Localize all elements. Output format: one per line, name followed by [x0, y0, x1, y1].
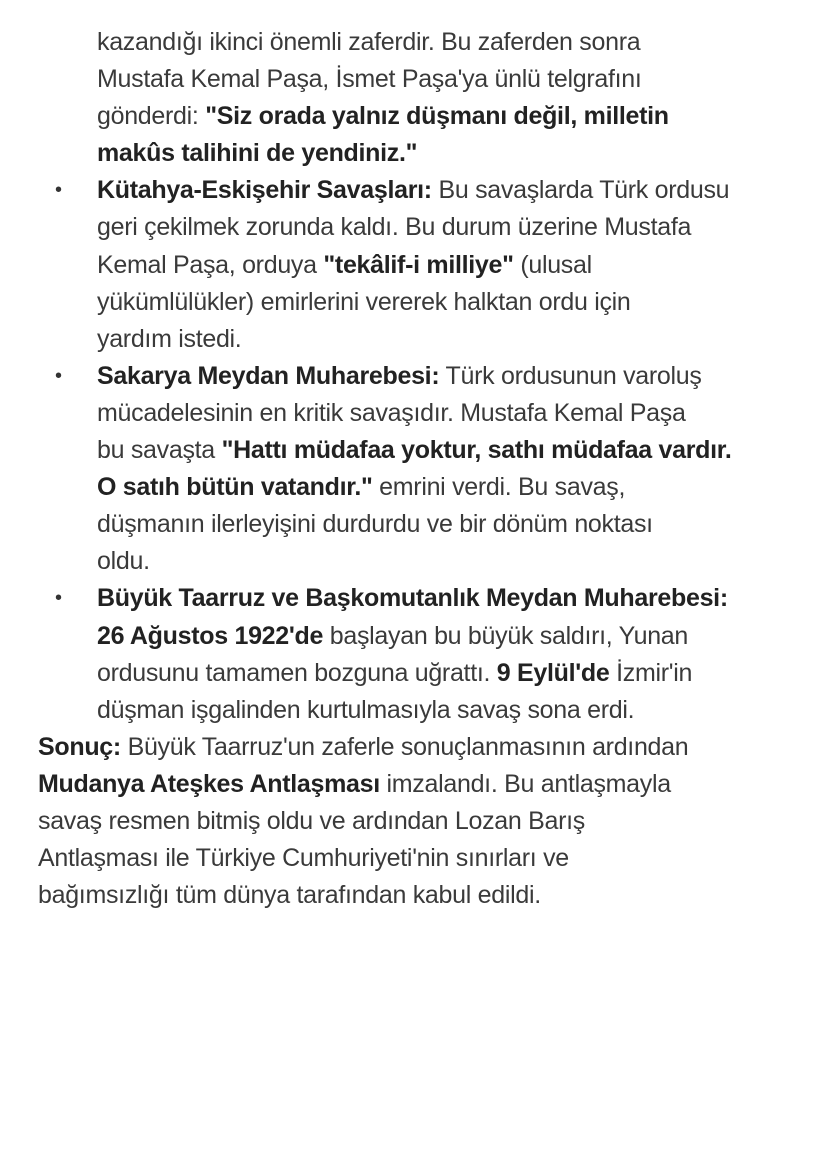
text-line — [0, 209, 828, 246]
text-line — [0, 840, 828, 877]
bold-text: 9 Eylül'de — [496, 658, 610, 687]
text-line — [0, 98, 828, 135]
text-segment: emrini verdi. Bu savaş, — [372, 473, 626, 502]
bold-text: "Hattı müdafaa yoktur, sathı müdafaa vardır. — [221, 436, 732, 465]
bullet-list-item-line — [0, 358, 828, 395]
text-segment: mücadelesinin en kritik savaşıdır. Mustafa Kemal Paşa — [97, 398, 686, 427]
bold-text: O satıh bütün vatandır." — [97, 473, 373, 502]
text-segment: ordusunu tamamen bozguna uğrattı. — [97, 658, 497, 687]
bold-text: Büyük Taarruz ve Başkomutanlık Meydan Muharebesi: — [97, 584, 728, 613]
text-line — [0, 618, 828, 655]
bullet-list-item-line — [0, 172, 828, 209]
bullet-icon: • — [55, 587, 62, 610]
text-line — [0, 803, 828, 840]
text-line — [0, 395, 828, 432]
text-segment: düşmanın ilerleyişini durdurdu ve bir dönüm noktası — [97, 510, 653, 539]
text-segment: (ulusal — [513, 250, 592, 279]
text-segment: oldu. — [97, 547, 150, 576]
bold-text: Sakarya Meydan Muharebesi: — [97, 361, 440, 390]
text-line — [0, 877, 828, 914]
bold-text: "tekâlif-i milliye" — [323, 250, 514, 279]
text-segment: yükümlülükler) emirlerini vererek halktan ordu için — [97, 287, 631, 316]
text-line — [0, 469, 828, 506]
bullet-list-item-line — [0, 580, 828, 617]
bullet-icon: • — [55, 179, 62, 202]
bold-text: 26 Ağustos 1922'de — [97, 621, 324, 650]
text-line — [0, 135, 828, 172]
bold-text: Mudanya Ateşkes Antlaşması — [38, 769, 380, 798]
text-segment: Bu savaşlarda Türk ordusu — [431, 176, 730, 205]
text-segment: Büyük Taarruz'un zaferle sonuçlanmasının ardından — [120, 732, 689, 761]
text-line — [0, 766, 828, 803]
bold-text: Sonuç: — [38, 732, 121, 761]
text-segment: bağımsızlığı tüm dünya tarafından kabul edildi. — [38, 881, 541, 910]
text-segment: Kemal Paşa, orduya — [97, 250, 324, 279]
text-segment: Antlaşması ile Türkiye Cumhuriyeti'nin sınırları ve — [38, 844, 569, 873]
bold-text: makûs talihini de yendiniz." — [97, 139, 418, 168]
text-segment: Türk ordusunun varoluş — [439, 361, 702, 390]
text-line — [0, 432, 828, 469]
text-segment: savaş resmen bitmiş oldu ve ardından Lozan Barış — [38, 806, 586, 835]
text-line — [0, 506, 828, 543]
text-segment: imzalandı. Bu antlaşmayla — [379, 769, 671, 798]
document-body — [0, 24, 828, 914]
text-line — [0, 729, 828, 766]
text-segment: kazandığı ikinci önemli zaferdir. Bu zaferden sonra — [97, 28, 641, 56]
text-segment: bu savaşta — [97, 436, 222, 465]
bullet-icon: • — [55, 364, 62, 387]
text-line — [0, 61, 828, 98]
text-segment: İzmir'in — [609, 658, 693, 687]
text-segment: yardım istedi. — [97, 324, 242, 353]
text-line — [0, 655, 828, 692]
text-line — [0, 321, 828, 358]
text-segment: geri çekilmek zorunda kaldı. Bu durum üzerine Mustafa — [97, 213, 692, 242]
text-segment: başlayan bu büyük saldırı, Yunan — [323, 621, 689, 650]
bold-text: Kütahya-Eskişehir Savaşları: — [97, 176, 432, 205]
text-segment: Mustafa Kemal Paşa, İsmet Paşa'ya ünlü telgrafını — [97, 65, 642, 94]
text-segment: düşman işgalinden kurtulmasıyla savaş sona erdi. — [97, 695, 635, 724]
text-line — [0, 543, 828, 580]
text-line — [0, 284, 828, 321]
text-line — [0, 692, 828, 729]
text-line — [0, 24, 828, 61]
text-segment: gönderdi: — [97, 102, 206, 131]
text-line — [0, 247, 828, 284]
bold-text: "Siz orada yalnız düşmanı değil, milletin — [205, 102, 669, 131]
